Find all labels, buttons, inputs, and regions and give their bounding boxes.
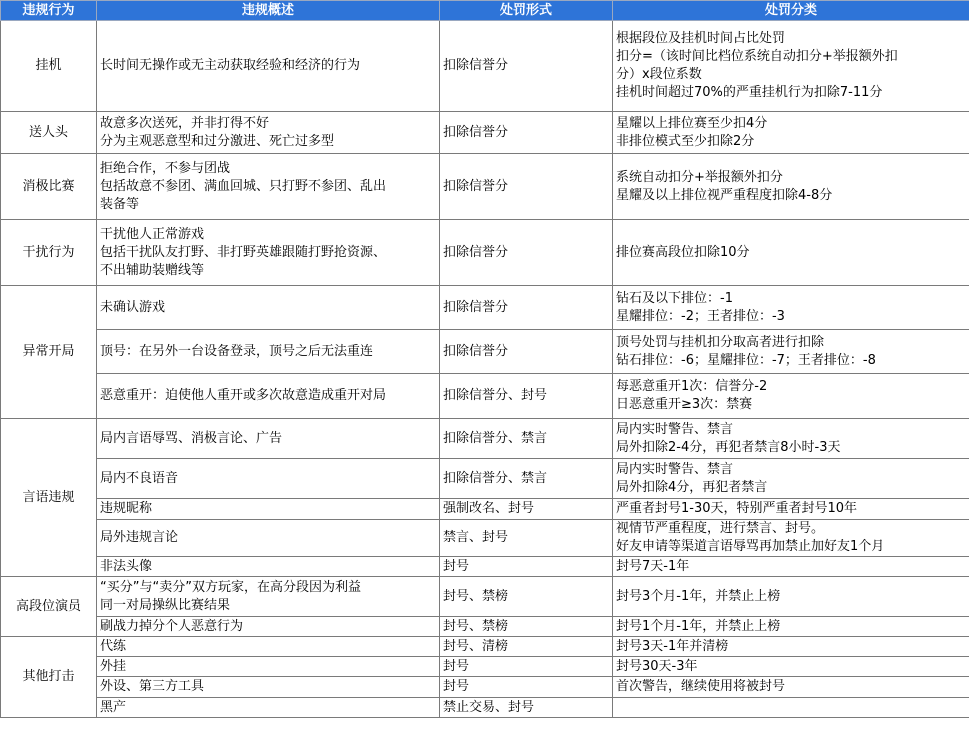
violation-category-cell: 言语违规 bbox=[1, 419, 97, 577]
summary-cell bbox=[97, 657, 440, 677]
summary-cell bbox=[97, 286, 440, 330]
violation-category-cell: 挂机 bbox=[1, 21, 97, 112]
penalty-detail-cell bbox=[613, 419, 969, 459]
penalty-form-cell: 扣除信誉分 bbox=[440, 330, 613, 374]
violation-category-cell: 其他打击 bbox=[1, 637, 97, 718]
violation-category-cell: 异常开局 bbox=[1, 286, 97, 419]
penalty-detail-line: 分）x段位系数 bbox=[616, 67, 702, 82]
penalty-form-cell: 封号 bbox=[440, 657, 613, 677]
summary-line: 干扰他人正常游戏 bbox=[100, 226, 205, 242]
penalty-detail-line: 封号1个月-1年，并禁止上榜 bbox=[616, 618, 781, 634]
penalty-form-cell: 扣除信誉分、禁言 bbox=[440, 419, 613, 459]
table-row bbox=[1, 459, 969, 499]
penalty-detail-line: 星耀排位：-2；王者排位：-3 bbox=[616, 308, 785, 324]
penalty-form-cell: 扣除信誉分 bbox=[440, 220, 613, 286]
penalty-form-cell: 禁言、封号 bbox=[440, 520, 613, 557]
summary-cell bbox=[97, 577, 440, 617]
table-row bbox=[1, 657, 969, 677]
table-row bbox=[1, 220, 969, 286]
penalty-detail-cell bbox=[613, 21, 969, 112]
table-row bbox=[1, 154, 969, 220]
header-penalty-detail: 处罚分类 bbox=[613, 1, 969, 21]
violation-category-cell: 干扰行为 bbox=[1, 220, 97, 286]
penalty-form-cell: 封号、禁榜 bbox=[440, 617, 613, 637]
table-row bbox=[1, 637, 969, 657]
penalty-detail-cell bbox=[613, 698, 969, 718]
table-row bbox=[1, 330, 969, 374]
header-summary: 违规概述 bbox=[97, 1, 440, 21]
penalty-detail-line: 顶号处罚与挂机扣分取高者进行扣除 bbox=[616, 334, 825, 350]
summary-line: 黑产 bbox=[100, 699, 127, 715]
penalty-form-cell: 封号、禁榜 bbox=[440, 577, 613, 617]
penalty-detail-cell bbox=[613, 677, 969, 698]
penalty-detail-line: 星耀以上排位赛至少扣4分 bbox=[616, 115, 768, 131]
penalty-detail-cell bbox=[613, 657, 969, 677]
table-row bbox=[1, 617, 969, 637]
summary-line: 包括故意不参团、满血回城、只打野不参团、乱出 bbox=[100, 178, 387, 194]
summary-cell bbox=[97, 557, 440, 577]
penalty-form-cell: 扣除信誉分 bbox=[440, 154, 613, 220]
penalty-detail-line: 局外扣除2-4分，再犯者禁言8小时-3天 bbox=[616, 439, 841, 455]
summary-cell bbox=[97, 617, 440, 637]
summary-line: 包括干扰队友打野、非打野英雄跟随打野抢资源、 bbox=[100, 244, 387, 260]
table-row bbox=[1, 112, 969, 154]
penalty-detail-line: 挂机时间超过70%的严重挂机行为扣除7-11分 bbox=[616, 85, 883, 100]
summary-line: 不出辅助装赠线等 bbox=[100, 262, 205, 278]
summary-cell bbox=[97, 459, 440, 499]
penalty-detail-line: 封号3天-1年并清榜 bbox=[616, 638, 729, 654]
summary-line: 顶号：在另外一台设备登录，顶号之后无法重连 bbox=[100, 343, 374, 359]
summary-line: 违规昵称 bbox=[100, 501, 153, 516]
violation-category-cell: 高段位演员 bbox=[1, 577, 97, 637]
penalty-form-cell: 扣除信誉分 bbox=[440, 112, 613, 154]
penalty-detail-cell bbox=[613, 557, 969, 577]
penalty-form-cell: 禁止交易、封号 bbox=[440, 698, 613, 718]
penalty-detail-cell bbox=[613, 577, 969, 617]
table-row bbox=[1, 21, 969, 112]
table-row bbox=[1, 677, 969, 698]
penalty-detail-line: 日恶意重开≥3次：禁赛 bbox=[616, 397, 753, 412]
penalty-detail-line: 局外扣除4分，再犯者禁言 bbox=[616, 479, 768, 495]
penalty-detail-line: 每恶意重开1次：信誉分-2 bbox=[616, 379, 768, 394]
header-penalty-form: 处罚形式 bbox=[440, 1, 613, 21]
penalty-detail-line: 非排位模式至少扣除2分 bbox=[616, 133, 755, 149]
penalty-form-cell: 扣除信誉分 bbox=[440, 286, 613, 330]
penalty-form-cell: 封号 bbox=[440, 557, 613, 577]
penalty-detail-cell bbox=[613, 112, 969, 154]
header-row bbox=[1, 1, 969, 21]
penalty-detail-line: 局内实时警告、禁言 bbox=[616, 421, 734, 437]
summary-cell bbox=[97, 677, 440, 698]
summary-line: 外挂 bbox=[100, 658, 127, 674]
penalty-detail-cell bbox=[613, 220, 969, 286]
summary-line: 同一对局操纵比赛结果 bbox=[100, 597, 231, 613]
summary-cell bbox=[97, 330, 440, 374]
penalty-detail-cell bbox=[613, 154, 969, 220]
penalty-form-cell: 封号 bbox=[440, 677, 613, 698]
penalty-form-cell: 扣除信誉分、禁言 bbox=[440, 459, 613, 499]
penalty-detail-cell bbox=[613, 520, 969, 557]
penalty-detail-line: 封号3个月-1年，并禁止上榜 bbox=[616, 588, 781, 604]
penalty-detail-cell bbox=[613, 374, 969, 419]
summary-line: 非法头像 bbox=[100, 558, 153, 574]
penalty-detail-cell bbox=[613, 286, 969, 330]
penalty-detail-line: 排位赛高段位扣除10分 bbox=[616, 244, 750, 260]
summary-cell bbox=[97, 112, 440, 154]
summary-line: 分为主观恶意型和过分激进、死亡过多型 bbox=[100, 133, 335, 149]
summary-line: “买分”与“卖分”双方玩家，在高分段因为利益 bbox=[100, 579, 361, 595]
summary-line: 局内不良语音 bbox=[100, 470, 179, 486]
summary-cell bbox=[97, 374, 440, 419]
penalty-detail-line: 钻石及以下排位：-1 bbox=[616, 290, 733, 306]
penalty-form-cell: 强制改名、封号 bbox=[440, 499, 613, 520]
table-row bbox=[1, 419, 969, 459]
summary-line: 刷战力掉分个人恶意行为 bbox=[100, 618, 244, 634]
penalty-form-cell: 封号、清榜 bbox=[440, 637, 613, 657]
header-violation: 违规行为 bbox=[1, 1, 97, 21]
summary-cell bbox=[97, 154, 440, 220]
penalty-detail-line: 封号7天-1年 bbox=[616, 558, 690, 574]
penalty-detail-line: 星耀及以上排位视严重程度扣除4-8分 bbox=[616, 187, 833, 203]
summary-line: 拒绝合作，不参与团战 bbox=[100, 160, 231, 176]
table-row bbox=[1, 698, 969, 718]
penalty-detail-line: 好友申请等渠道言语辱骂再加禁止加好友1个月 bbox=[616, 539, 885, 554]
penalty-form-cell: 扣除信誉分、封号 bbox=[440, 374, 613, 419]
summary-cell bbox=[97, 21, 440, 112]
summary-cell bbox=[97, 419, 440, 459]
summary-line: 恶意重开：迫使他人重开或多次故意造成重开对局 bbox=[100, 388, 387, 403]
penalty-detail-cell bbox=[613, 637, 969, 657]
summary-cell bbox=[97, 698, 440, 718]
penalty-detail-cell bbox=[613, 330, 969, 374]
penalty-detail-line: 系统自动扣分+举报额外扣分 bbox=[616, 169, 783, 185]
summary-line: 长时间无操作或无主动获取经验和经济的行为 bbox=[100, 58, 361, 73]
summary-cell bbox=[97, 520, 440, 557]
summary-line: 局外违规言论 bbox=[100, 530, 179, 545]
penalty-detail-line: 钻石排位：-6；星耀排位：-7；王者排位：-8 bbox=[616, 352, 876, 368]
penalty-detail-line: 封号30天-3年 bbox=[616, 658, 698, 674]
penalty-detail-line: 扣分=（该时间比档位系统自动扣分+举报额外扣 bbox=[616, 49, 898, 64]
summary-cell bbox=[97, 499, 440, 520]
violation-category-cell: 送人头 bbox=[1, 112, 97, 154]
summary-line: 局内言语辱骂、消极言论、广告 bbox=[100, 430, 283, 446]
summary-line: 未确认游戏 bbox=[100, 299, 166, 315]
penalty-detail-line: 视情节严重程度，进行禁言、封号。 bbox=[616, 521, 825, 536]
penalty-detail-cell bbox=[613, 617, 969, 637]
summary-line: 外设、第三方工具 bbox=[100, 679, 205, 694]
table-row bbox=[1, 520, 969, 557]
penalty-detail-cell bbox=[613, 459, 969, 499]
table-row bbox=[1, 557, 969, 577]
table-row bbox=[1, 499, 969, 520]
summary-cell bbox=[97, 637, 440, 657]
summary-cell bbox=[97, 220, 440, 286]
summary-line: 装备等 bbox=[100, 196, 140, 212]
summary-line: 故意多次送死，并非打得不好 bbox=[100, 115, 270, 131]
penalty-detail-cell bbox=[613, 499, 969, 520]
penalty-detail-line: 局内实时警告、禁言 bbox=[616, 461, 734, 477]
table-row bbox=[1, 286, 969, 330]
penalty-detail-line: 严重者封号1-30天，特别严重者封号10年 bbox=[616, 501, 858, 516]
penalty-form-cell: 扣除信誉分 bbox=[440, 21, 613, 112]
table-row bbox=[1, 374, 969, 419]
violation-category-cell: 消极比赛 bbox=[1, 154, 97, 220]
summary-line: 代练 bbox=[100, 638, 127, 654]
table-row bbox=[1, 577, 969, 617]
penalty-detail-line: 首次警告，继续使用将被封号 bbox=[616, 679, 786, 694]
penalty-detail-line: 根据段位及挂机时间占比处罚 bbox=[616, 31, 786, 46]
